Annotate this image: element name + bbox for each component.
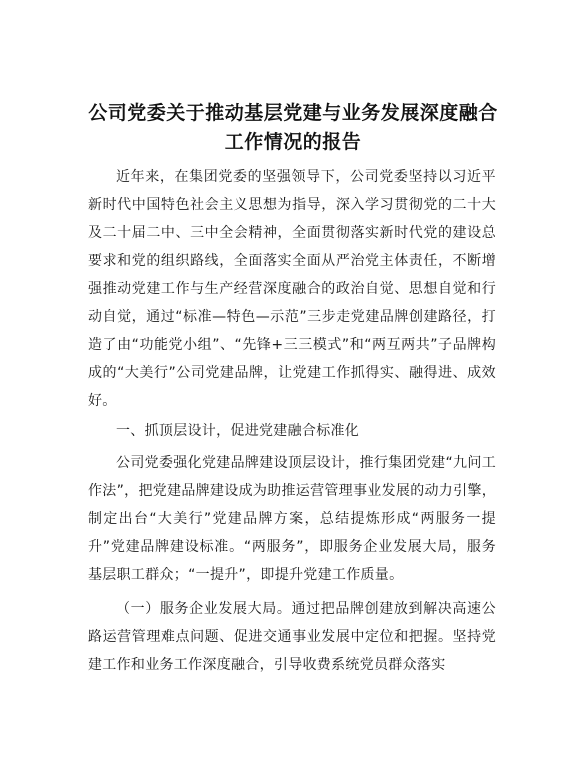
section-heading-1: 一、抓顶层设计，促进党建融合标准化 (116, 423, 360, 439)
document-title: 公司党委关于推动基层党建与业务发展深度融合工作情况的报告 (88, 102, 498, 153)
document-body (88, 163, 496, 679)
paragraph-intro: 近年来，在集团党委的坚强领导下，公司党委坚持以习近平新时代中国特色社会主义思想为指导，深入学习贯彻党的二十大及二十届二中、三中全会精神，全面贯彻落实新时代党的建设总要求和党的组织路线，全面落实全面从严治党主体责任，不断增强推动党建工作与生产经营深度融合的政治自觉、思想自觉和行动自觉，通过“标准—特色—示范”三步走党建品牌创建路径，打造了由“功能党小组”、“先锋+三三模式”和“两互两共”子品牌构成的“大美行”公司党建品牌，让党建工作抓得实、融得进、成效好。 (88, 169, 496, 409)
paragraph-section-1: 公司党委强化党建品牌建设顶层设计，推行集团党建“九问工作法”，把党建品牌建设成为助推运营管理事业发展的动力引擎，制定出台“大美行”党建品牌方案，总结提炼形成“两服务一提升”党建品牌建设标准。“两服务”，即服务企业发展大局，服务基层职工群众；“一提升”，即提升党建工作质量。 (88, 455, 496, 583)
paragraph-subsection-1: （一）服务企业发展大局。通过把品牌创建放到解决高速公路运营管理难点问题、促进交通事业发展中定位和把握。坚持党建工作和业务工作深度融合，引导收费系统党员群众落实 (88, 601, 496, 673)
